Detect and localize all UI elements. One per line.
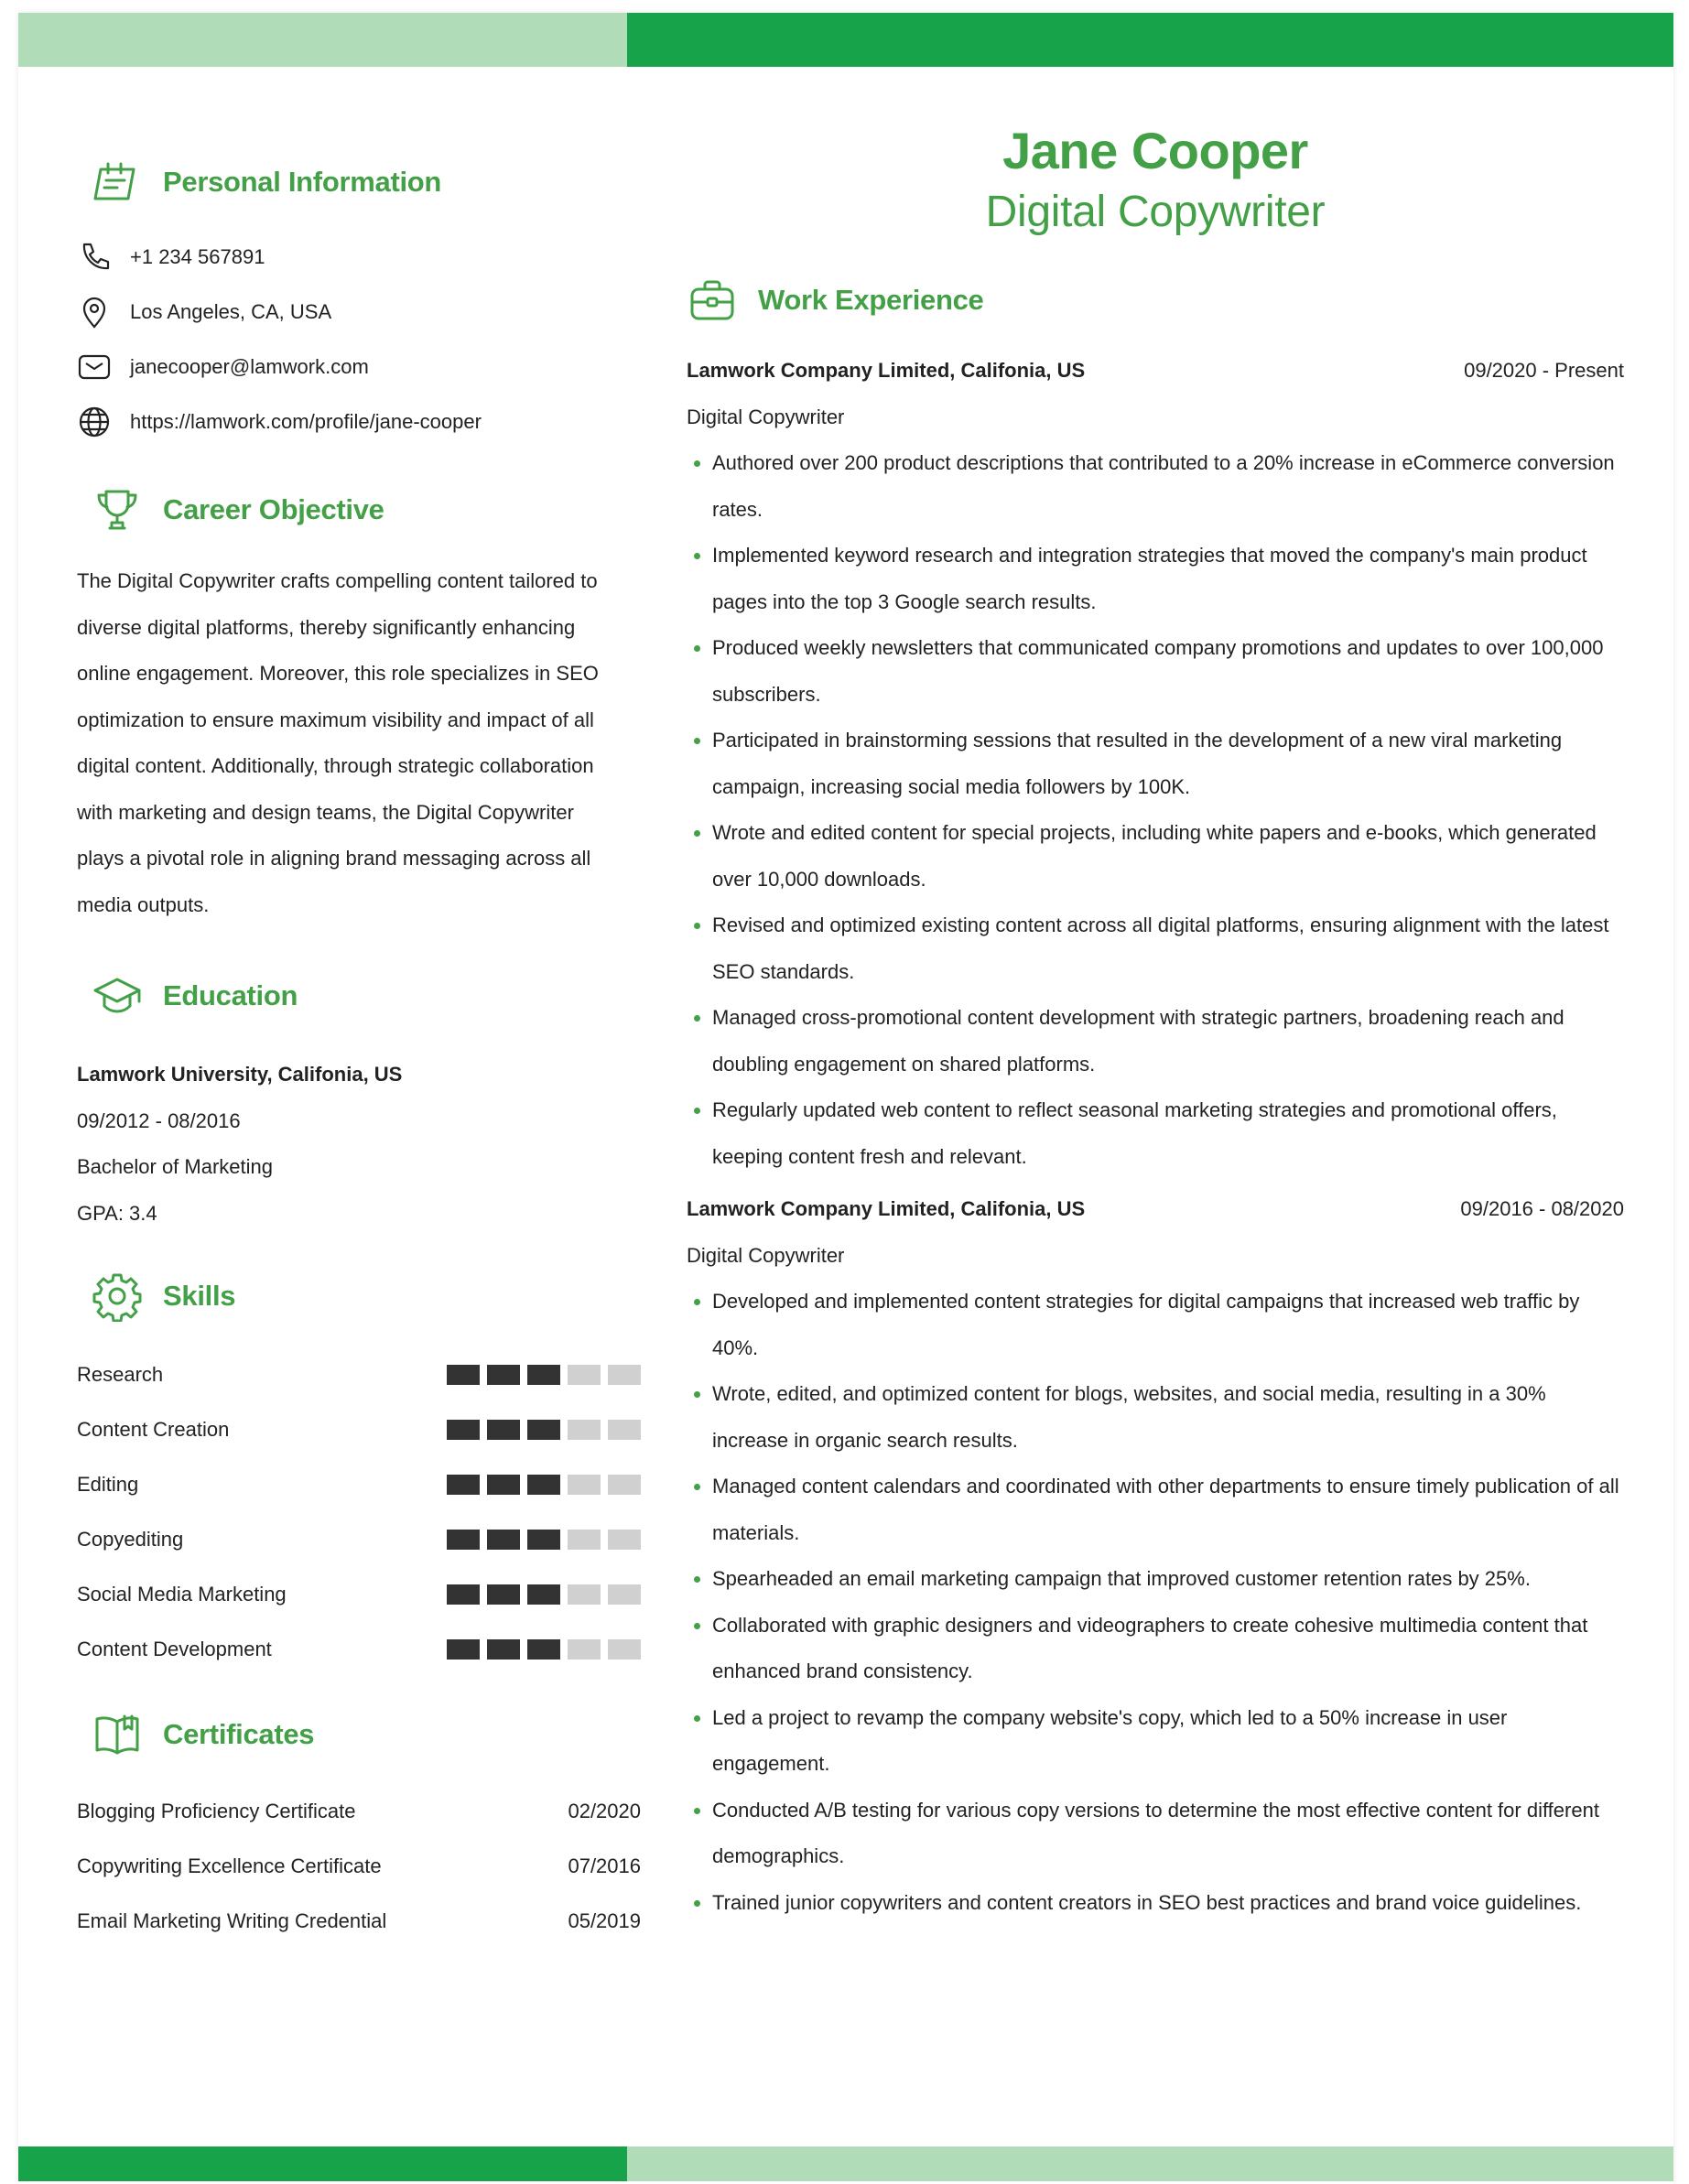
skill-level-filled	[487, 1420, 520, 1440]
skill-row	[77, 1526, 641, 1553]
job-bullet: Spearheaded an email marketing campaign that improved customer retention rates by 25%.	[687, 1556, 1624, 1603]
skill-level-meter	[447, 1530, 641, 1550]
skill-level-filled	[487, 1475, 520, 1495]
skill-row	[77, 1581, 641, 1608]
book-icon	[92, 1709, 143, 1760]
skills-heading	[92, 1270, 235, 1322]
job-bullet: Implemented keyword research and integration strategies that moved the company's main product pages into the top 3 Google search results.	[687, 533, 1624, 625]
job-company: Lamwork Company Limited, Califonia, US	[687, 1197, 1086, 1220]
job-bullet: Authored over 200 product descriptions that contributed to a 20% increase in eCommerce conversion rates.	[687, 440, 1624, 533]
skill-level-filled	[487, 1530, 520, 1550]
skill-level-filled	[487, 1365, 520, 1385]
gear-icon	[92, 1270, 143, 1322]
resume-page	[18, 13, 1673, 2184]
contact-email	[77, 350, 369, 384]
skill-level-empty	[568, 1365, 601, 1385]
contact-website	[77, 405, 482, 439]
skill-level-empty	[568, 1639, 601, 1660]
skill-level-filled	[527, 1584, 560, 1605]
skill-level-meter	[447, 1584, 641, 1605]
certificate-name: Copywriting Excellence Certificate	[77, 1854, 382, 1877]
top-bar-light-segment	[18, 13, 627, 67]
job-bullet: Managed cross-promotional content development with strategic partners, broadening reach and doubling engagement on shared platforms.	[687, 995, 1624, 1087]
skill-level-empty	[608, 1530, 641, 1550]
email-text: janecooper@lamwork.com	[130, 355, 369, 378]
education-gpa: GPA: 3.4	[77, 1202, 157, 1225]
bottom-color-bar	[18, 2146, 1673, 2181]
education-school: Lamwork University, Califonia, US	[77, 1063, 403, 1086]
job-bullets	[687, 440, 1624, 1180]
career-objective-title: Career Objective	[163, 493, 384, 525]
skill-name: Social Media Marketing	[77, 1583, 287, 1606]
skill-level-empty	[608, 1365, 641, 1385]
certificate-date: 02/2020	[568, 1800, 641, 1822]
job-header	[687, 359, 1624, 383]
skill-level-filled	[447, 1365, 480, 1385]
job-bullet: Managed content calendars and coordinated with other departments to ensure timely publication of all materials.	[687, 1464, 1624, 1556]
skill-row	[77, 1416, 641, 1443]
graduation-cap-icon	[92, 970, 143, 1022]
education-title: Education	[163, 979, 298, 1011]
education-dates: 09/2012 - 08/2016	[77, 1109, 241, 1132]
job-bullet: Wrote, edited, and optimized content for blogs, websites, and social media, resulting in a 30% increase in organic search results.	[687, 1371, 1624, 1464]
skill-level-empty	[608, 1475, 641, 1495]
skill-name: Copyediting	[77, 1528, 184, 1551]
briefcase-icon	[687, 275, 738, 326]
job-bullet: Conducted A/B testing for various copy versions to determine the most effective content for different demographics.	[687, 1788, 1624, 1880]
personal-info-title: Personal Information	[163, 166, 442, 198]
skill-level-meter	[447, 1639, 641, 1660]
globe-icon	[77, 405, 112, 439]
certificate-row	[77, 1909, 641, 1933]
skill-level-meter	[447, 1420, 641, 1440]
skill-level-filled	[527, 1639, 560, 1660]
certificates-heading	[92, 1709, 314, 1760]
job-position: Digital Copywriter	[687, 1244, 845, 1267]
skill-level-filled	[487, 1639, 520, 1660]
skill-level-empty	[568, 1475, 601, 1495]
contact-location	[77, 295, 331, 330]
skill-level-filled	[447, 1639, 480, 1660]
certificate-row	[77, 1800, 641, 1823]
envelope-icon	[77, 350, 112, 384]
certificate-date: 05/2019	[568, 1909, 641, 1932]
skill-level-empty	[568, 1530, 601, 1550]
skill-name: Editing	[77, 1473, 139, 1496]
job-company: Lamwork Company Limited, Califonia, US	[687, 359, 1086, 382]
top-color-bar	[18, 13, 1673, 67]
skill-level-empty	[568, 1584, 601, 1605]
skill-name: Content Development	[77, 1638, 272, 1660]
job-bullet: Wrote and edited content for special projects, including white papers and e-books, which generated over 10,000 downloads.	[687, 810, 1624, 903]
skill-level-filled	[487, 1584, 520, 1605]
job-bullet: Participated in brainstorming sessions that resulted in the development of a new viral marketing campaign, increasing social media followers by 100K.	[687, 718, 1624, 810]
id-card-icon	[92, 157, 143, 208]
education-degree: Bachelor of Marketing	[77, 1155, 273, 1178]
job-dates: 09/2020 - Present	[1464, 359, 1624, 382]
job-bullet: Trained junior copywriters and content creators in SEO best practices and brand voice guidelines.	[687, 1880, 1624, 1927]
skill-level-meter	[447, 1365, 641, 1385]
skill-level-filled	[447, 1530, 480, 1550]
job-bullet: Developed and implemented content strategies for digital campaigns that increased web traffic by 40%.	[687, 1279, 1624, 1371]
job-bullet: Produced weekly newsletters that communicated company promotions and updates to over 100,000 subscribers.	[687, 625, 1624, 718]
contact-phone	[77, 240, 265, 275]
phone-text: +1 234 567891	[130, 245, 265, 268]
skill-level-empty	[608, 1420, 641, 1440]
job-dates: 09/2016 - 08/2020	[1460, 1197, 1624, 1220]
bottom-bar-dark-segment	[18, 2146, 627, 2181]
job-position: Digital Copywriter	[687, 405, 845, 428]
candidate-role: Digital Copywriter	[985, 188, 1326, 236]
skill-row	[77, 1471, 641, 1498]
skill-level-filled	[447, 1420, 480, 1440]
skill-level-filled	[447, 1475, 480, 1495]
location-text: Los Angeles, CA, USA	[130, 300, 332, 323]
certificate-name: Email Marketing Writing Credential	[77, 1909, 387, 1932]
education-heading	[92, 970, 298, 1022]
location-pin-icon	[77, 295, 112, 330]
skill-level-filled	[447, 1584, 480, 1605]
job-bullet: Collaborated with graphic designers and videographers to create cohesive multimedia content that enhanced brand consistency.	[687, 1603, 1624, 1695]
skill-name: Research	[77, 1363, 164, 1386]
phone-icon	[77, 240, 112, 275]
career-objective-heading	[92, 484, 384, 535]
job-header	[687, 1197, 1624, 1221]
website-text: https://lamwork.com/profile/jane-cooper	[130, 410, 482, 433]
skill-level-empty	[608, 1639, 641, 1660]
skill-level-filled	[527, 1530, 560, 1550]
skill-row	[77, 1636, 641, 1663]
certificate-date: 07/2016	[568, 1854, 641, 1877]
skill-level-empty	[568, 1420, 601, 1440]
candidate-name: Jane Cooper	[1002, 122, 1308, 179]
personal-info-heading	[92, 157, 441, 208]
skill-level-meter	[447, 1475, 641, 1495]
certificate-row	[77, 1854, 641, 1878]
career-objective-text: The Digital Copywriter crafts compelling content tailored to diverse digital platforms, thereby significantly enhancing online engagement. Moreover, this role specializes in SEO optimization to ensure maximum visibility and impact of all digital content. Additionally, through strategic collaboration with marketing and design teams, the Digital Copywriter plays a pivotal role in aligning brand messaging across all media outputs.	[77, 569, 599, 916]
top-bar-dark-segment	[627, 13, 1673, 67]
job-bullets	[687, 1279, 1624, 1926]
skills-title: Skills	[163, 1280, 236, 1312]
job-bullet: Revised and optimized existing content across all digital platforms, ensuring alignment with the latest SEO standards.	[687, 903, 1624, 995]
job-bullet: Led a project to revamp the company website's copy, which led to a 50% increase in user engagement.	[687, 1695, 1624, 1788]
skill-level-filled	[527, 1365, 560, 1385]
work-experience-heading	[687, 275, 983, 326]
trophy-icon	[92, 484, 143, 535]
skill-level-empty	[608, 1584, 641, 1605]
certificates-title: Certificates	[163, 1718, 315, 1750]
skill-level-filled	[527, 1420, 560, 1440]
certificate-name: Blogging Proficiency Certificate	[77, 1800, 356, 1822]
skill-name: Content Creation	[77, 1418, 230, 1441]
job-bullet: Regularly updated web content to reflect seasonal marketing strategies and promotional offers, keeping content fresh and relevant.	[687, 1087, 1624, 1180]
skill-row	[77, 1361, 641, 1389]
bottom-bar-light-segment	[627, 2146, 1673, 2181]
work-experience-title: Work Experience	[758, 284, 984, 316]
skill-level-filled	[527, 1475, 560, 1495]
